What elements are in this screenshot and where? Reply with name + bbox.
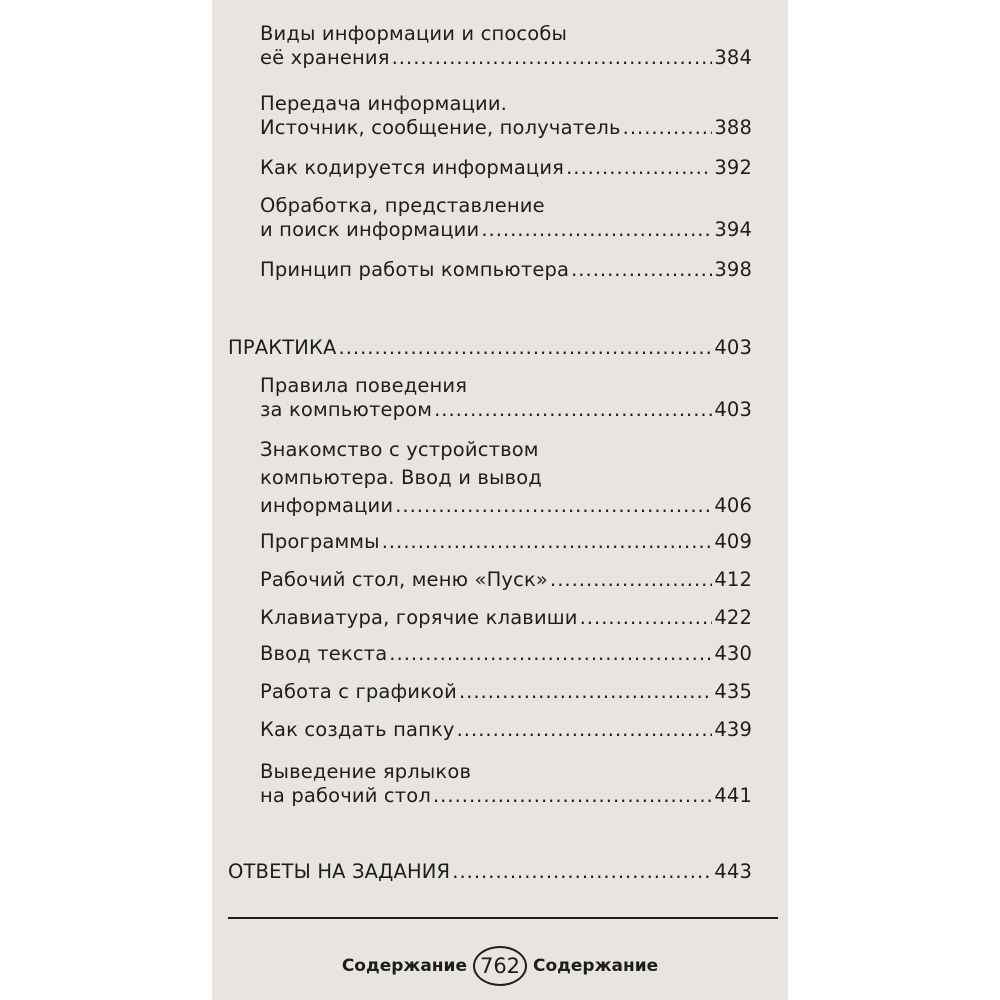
toc-entry (260, 374, 752, 422)
toc-entry-title: Клавиатура, горячие клавиши (260, 606, 578, 629)
dot-leader (550, 568, 712, 592)
toc-entry-title: Рабочий стол, меню «Пуск» (260, 568, 548, 591)
toc-entry-leader-line (260, 642, 752, 666)
toc-entry-title: информации (260, 494, 394, 517)
toc-entry-title: за компьютером (260, 398, 433, 421)
dot-leader (457, 718, 713, 742)
toc-entry (260, 568, 752, 592)
toc-entry (260, 92, 752, 140)
toc-page-number: 384 (714, 46, 752, 69)
toc-entry-leader-line (260, 258, 752, 282)
toc-entry (260, 680, 752, 704)
toc-entry (260, 718, 752, 742)
toc-section (228, 860, 752, 884)
dot-leader (395, 494, 712, 518)
toc-entry-title: Принцип работы компьютера (260, 258, 570, 281)
toc-entry-title-line: Выведение ярлыков (260, 760, 472, 783)
toc-entry-leader-line (260, 46, 752, 70)
toc-section-title: ПРАКТИКА (228, 336, 337, 359)
toc-entry-leader-line (260, 784, 752, 808)
table-of-contents (212, 0, 788, 1000)
toc-entry (260, 642, 752, 666)
toc-entry-leader-line (260, 606, 752, 630)
toc-page-number: 443 (714, 860, 752, 883)
toc-entry-title-line: Виды информации и способы (260, 22, 568, 45)
toc-entry-title: Как кодируется информация (260, 156, 565, 179)
toc-page-number: 430 (714, 642, 752, 665)
toc-page-number: 403 (714, 336, 752, 359)
page-footer (212, 946, 788, 986)
toc-page-number: 398 (714, 258, 752, 281)
dot-leader (623, 116, 713, 140)
toc-page-number: 422 (714, 606, 752, 629)
toc-entry-leader-line (260, 116, 752, 140)
toc-entry-title-line: Правила поведения (260, 374, 468, 397)
toc-entry-title: её хранения (260, 46, 390, 69)
toc-entry (260, 156, 752, 180)
dot-leader (433, 784, 712, 808)
dot-leader (392, 46, 713, 70)
dot-leader (389, 642, 712, 666)
toc-entry (260, 606, 752, 630)
toc-entry-leader-line (260, 156, 752, 180)
dot-leader (459, 680, 712, 704)
toc-entry-title: Источник, сообщение, получатель (260, 116, 621, 139)
toc-entry-title-line: Обработка, представление (260, 194, 545, 217)
toc-entry-leader-line (260, 530, 752, 554)
toc-entry (260, 530, 752, 554)
toc-page-number: 441 (714, 784, 752, 807)
toc-entry-title-line: Знакомство с устройством (260, 438, 539, 461)
toc-page-number: 409 (714, 530, 752, 553)
toc-page-number: 406 (714, 494, 752, 517)
toc-page-number: 439 (714, 718, 752, 741)
toc-entry-title-line: Передача информации. (260, 92, 508, 115)
dot-leader (382, 530, 713, 554)
footer-section-label-right: Содержание (533, 956, 659, 976)
toc-entry-title: Программы (260, 530, 380, 553)
toc-entry-title: Работа с графикой (260, 680, 457, 703)
toc-entry (260, 438, 752, 518)
toc-entry-title: на рабочий стол (260, 784, 431, 807)
toc-entry-leader-line (260, 718, 752, 742)
toc-page-number: 394 (714, 218, 752, 241)
toc-entry-leader-line (260, 568, 752, 592)
dot-leader (452, 860, 712, 884)
toc-section-title: ОТВЕТЫ НА ЗАДАНИЯ (228, 860, 451, 883)
toc-entry-leader-line (260, 680, 752, 704)
footer-rule (228, 917, 778, 919)
dot-leader (566, 156, 712, 180)
toc-entry (260, 194, 752, 242)
dot-leader (481, 218, 712, 242)
toc-entry (260, 258, 752, 282)
toc-entry (260, 22, 752, 70)
footer-section-label-left: Содержание (341, 956, 467, 976)
toc-entry (260, 760, 752, 808)
toc-page-number: 388 (714, 116, 752, 139)
toc-page-number: 435 (714, 680, 752, 703)
toc-entry-title-line: компьютера. Ввод и вывод (260, 466, 542, 489)
toc-page-number: 412 (714, 568, 752, 591)
toc-entry-title: Как создать папку (260, 718, 455, 741)
toc-entry-leader-line (260, 494, 752, 518)
dot-leader (434, 398, 712, 422)
toc-entry-title: и поиск информации (260, 218, 480, 241)
book-page (212, 0, 788, 1000)
toc-entry-title: Ввод текста (260, 642, 388, 665)
page-number-badge: 762 (473, 946, 527, 986)
toc-entry-leader-line (260, 218, 752, 242)
dot-leader (339, 336, 713, 360)
toc-section (228, 336, 752, 360)
dot-leader (580, 606, 713, 630)
dot-leader (571, 258, 712, 282)
toc-entry-leader-line (228, 860, 752, 884)
toc-entry-leader-line (228, 336, 752, 360)
toc-page-number: 403 (714, 398, 752, 421)
toc-entry-leader-line (260, 398, 752, 422)
toc-page-number: 392 (714, 156, 752, 179)
